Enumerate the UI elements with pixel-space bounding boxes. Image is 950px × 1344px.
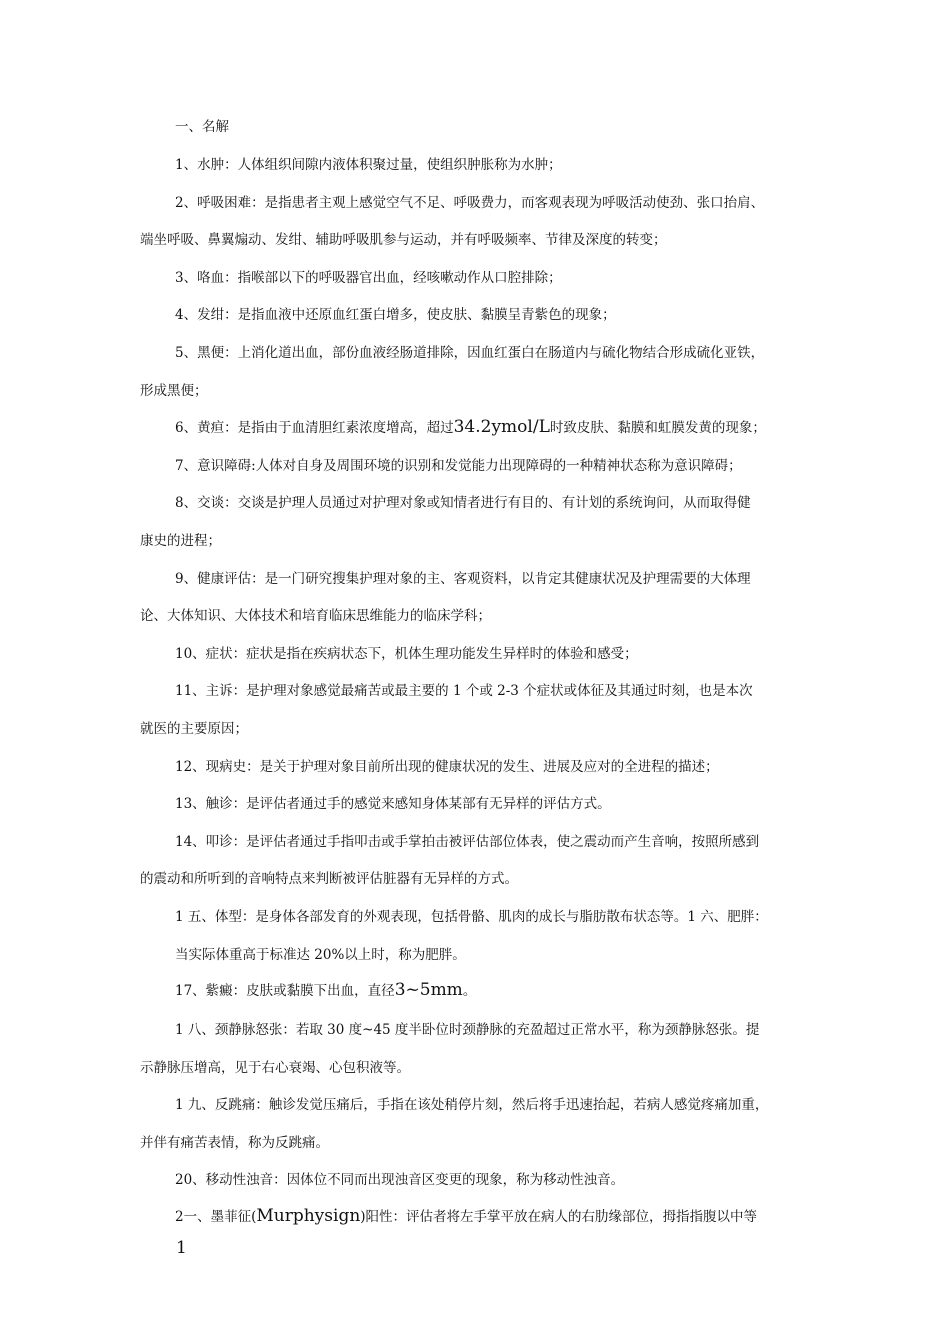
- definition-line: 示静脉压增高，见于右心衰竭、心包积液等。: [140, 1060, 410, 1076]
- section-heading: 一、名解: [175, 119, 229, 135]
- definition-line: 5、黑便：上消化道出血，部份血液经肠道排除，因血红蛋白在肠道内与硫化物结合形成硫化亚铁，: [175, 345, 765, 361]
- unit-value: 34.2ymol/L: [453, 417, 550, 437]
- definition-text: 6、黄疸：是指由于血清胆红素浓度增高，超过: [175, 420, 454, 436]
- unit-value: 3~5mm: [394, 980, 463, 1000]
- definition-text: 时致皮肤、黏膜和虹膜发黄的现象；: [549, 420, 766, 436]
- definition-line: 2、呼吸困难：是指患者主观上感觉空气不足、呼吸费力，而客观表现为呼吸活动使劲、张口抬肩、: [175, 195, 765, 211]
- definition-text: 2一、墨菲征(: [175, 1209, 257, 1225]
- definition-line: 10、症状：症状是指在疾病状态下，机体生理功能发生异样时的体验和感受；: [175, 646, 638, 662]
- definition-line-murphy: [175, 1206, 757, 1227]
- definition-line: 的震动和所听到的音响特点来判断被评估脏器有无异样的方式。: [140, 871, 518, 887]
- definition-line: 1 八、颈静脉怒张：若取 30 度~45 度半卧位时颈静脉的充盈超过正常水平，称为颈静脉怒张。提: [175, 1022, 760, 1038]
- definition-line: 14、叩诊：是评估者通过手指叩击或手掌拍击被评估部位体表，使之震动而产生音响，按照所感到: [175, 834, 760, 850]
- definition-line: 3、咯血：指喉部以下的呼吸器官出血，经咳嗽动作从口腔排除；: [175, 270, 562, 286]
- definition-text: 。: [462, 983, 477, 999]
- definition-line: 就医的主要原因；: [140, 721, 248, 737]
- definition-line: 8、交谈：交谈是护理人员通过对护理对象或知情者进行有目的、有计划的系统询问，从而取得健: [175, 495, 751, 511]
- definition-line: 形成黑便；: [140, 383, 208, 399]
- definition-line-purpura: [175, 980, 476, 1001]
- definition-line-jaundice: [175, 417, 766, 438]
- definition-line: 20、移动性浊音：因体位不同而出现浊音区变更的现象，称为移动性浊音。: [175, 1172, 625, 1188]
- definition-line: 9、健康评估：是一门研究搜集护理对象的主、客观资料，以肯定其健康状况及护理需要的大体理: [175, 571, 751, 587]
- definition-line: 并伴有痛苦表情，称为反跳痛。: [140, 1135, 329, 1151]
- definition-line: 论、大体知识、大体技术和培育临床思维能力的临床学科；: [140, 608, 491, 624]
- term-english: Murphysign: [256, 1206, 361, 1226]
- definition-line: 12、现病史：是关于护理对象目前所出现的健康状况的发生、进展及应对的全进程的描述；: [175, 759, 719, 775]
- definition-line: 端坐呼吸、鼻翼煽动、发绀、辅助呼吸肌参与运动，并有呼吸频率、节律及深度的转变；: [140, 232, 667, 248]
- definition-line: 7、意识障碍:人体对自身及周围环境的识别和发觉能力出现障碍的一种精神状态称为意识障碍；: [175, 458, 742, 474]
- definition-line: 康史的进程；: [140, 533, 221, 549]
- definition-line: 1、水肿：人体组织间隙内液体积聚过量，使组织肿胀称为水肿；: [175, 157, 562, 173]
- definition-line: 13、触诊：是评估者通过手的感觉来感知身体某部有无异样的评估方式。: [175, 796, 611, 812]
- definition-line: 4、发绀：是指血液中还原血红蛋白增多，使皮肤、黏膜呈青紫色的现象；: [175, 307, 616, 323]
- definition-line: 11、主诉：是护理对象感觉最痛苦或最主要的 1 个或 2-3 个症状或体征及其通过时刻，也是本次: [175, 683, 753, 699]
- definition-line: 当实际体重高于标准达 20%以上时，称为肥胖。: [175, 947, 466, 963]
- definition-text: )阳性：评估者将左手掌平放在病人的右肋缘部位，拇指指腹以中等: [360, 1209, 758, 1225]
- definition-line: 1 五、体型：是身体各部发育的外观表现，包括骨骼、肌肉的成长与脂肪散布状态等。1 六、肥胖：: [175, 909, 768, 925]
- page-number: 1: [176, 1238, 187, 1258]
- definition-line: 1 九、反跳痛：触诊发觉压痛后，手指在该处稍停片刻，然后将手迅速抬起，若病人感觉疼痛加重，: [175, 1097, 769, 1113]
- definition-text: 17、紫癜：皮肤或黏膜下出血，直径: [175, 983, 395, 999]
